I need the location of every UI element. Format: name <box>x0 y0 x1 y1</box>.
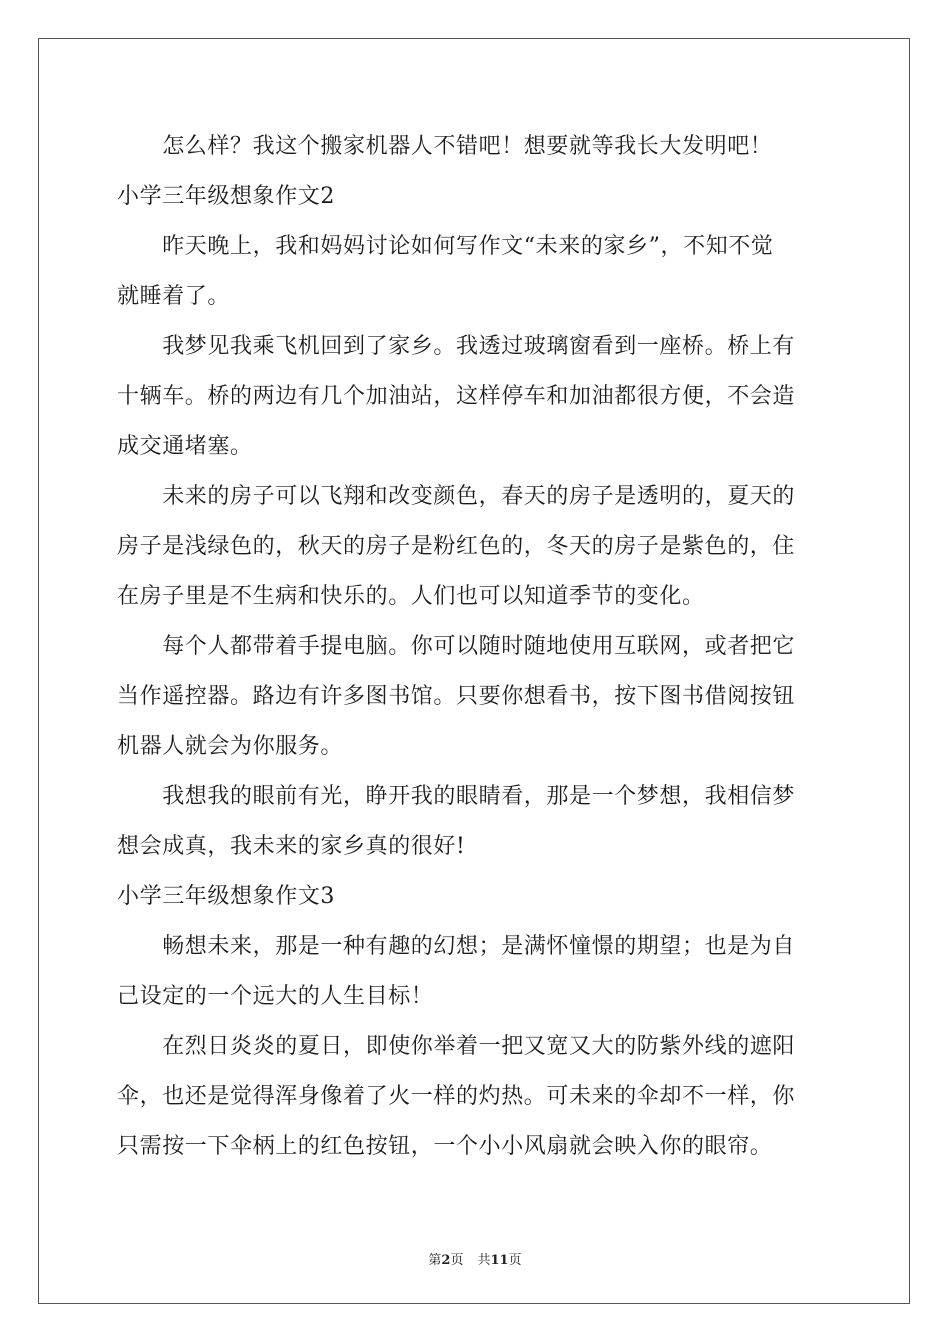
text-line: 小学三年级想象作文2 <box>117 184 335 209</box>
paragraph <box>117 227 833 327</box>
paragraph <box>117 1027 833 1177</box>
text-line: 我想我的眼前有光，睁开我的眼睛看，那是一个梦想，我相信梦 <box>117 784 796 809</box>
page-prefix: 第 <box>428 1253 442 1268</box>
page-number: 2 <box>441 1253 451 1268</box>
text-line: 我梦见我乘飞机回到了家乡。我透过玻璃窗看到一座桥。桥上有 <box>117 334 796 359</box>
total-suffix: 页 <box>508 1253 522 1268</box>
paragraph <box>117 327 833 477</box>
text-line: 己设定的一个远大的人生目标！ <box>117 984 434 1009</box>
paragraph <box>117 477 833 627</box>
page-footer <box>0 1249 950 1268</box>
page-suffix: 页 <box>450 1253 464 1268</box>
text-line: 在烈日炎炎的夏日，即使你举着一把又宽又大的防紫外线的遮阳 <box>117 1034 796 1059</box>
text-line: 房子是浅绿色的，秋天的房子是粉红色的，冬天的房子是紫色的，住 <box>117 534 796 559</box>
section-heading <box>117 877 833 927</box>
text-line: 想会成真，我未来的家乡真的很好! <box>117 834 466 859</box>
text-line: 伞，也还是觉得浑身像着了火一样的灼热。可未来的伞却不一样，你 <box>117 1084 796 1109</box>
section-heading <box>117 177 833 227</box>
paragraph <box>117 127 833 177</box>
document-body <box>117 127 833 1177</box>
text-line: 在房子里是不生病和快乐的。人们也可以知道季节的变化。 <box>117 584 705 609</box>
text-line: 畅想未来，那是一种有趣的幻想；是满怀憧憬的期望；也是为自 <box>117 934 796 959</box>
text-line: 每个人都带着手提电脑。你可以随时随地使用互联网，或者把它 <box>117 634 796 659</box>
text-line: 成交通堵塞。 <box>117 434 253 459</box>
text-line: 当作遥控器。路边有许多图书馆。只要你想看书，按下图书借阅按钮 <box>117 684 796 709</box>
total-prefix: 共 <box>477 1253 491 1268</box>
text-line: 未来的房子可以飞翔和改变颜色，春天的房子是透明的，夏天的 <box>117 484 796 509</box>
text-line: 只需按一下伞柄上的红色按钮，一个小小风扇就会映入你的眼帘。 <box>117 1134 773 1159</box>
paragraph <box>117 777 833 877</box>
text-line: 小学三年级想象作文3 <box>117 884 335 909</box>
text-line: 昨天晚上，我和妈妈讨论如何写作文“未来的家乡”，不知不觉 <box>117 234 774 259</box>
text-line: 就睡着了。 <box>117 284 231 309</box>
total-pages: 11 <box>490 1253 509 1268</box>
text-line: 怎么样？我这个搬家机器人不错吧！想要就等我长大发明吧！ <box>117 134 773 159</box>
text-line: 十辆车。桥的两边有几个加油站，这样停车和加油都很方便，不会造 <box>117 384 796 409</box>
paragraph <box>117 927 833 1027</box>
text-line: 机器人就会为你服务。 <box>117 734 344 759</box>
paragraph <box>117 627 833 777</box>
